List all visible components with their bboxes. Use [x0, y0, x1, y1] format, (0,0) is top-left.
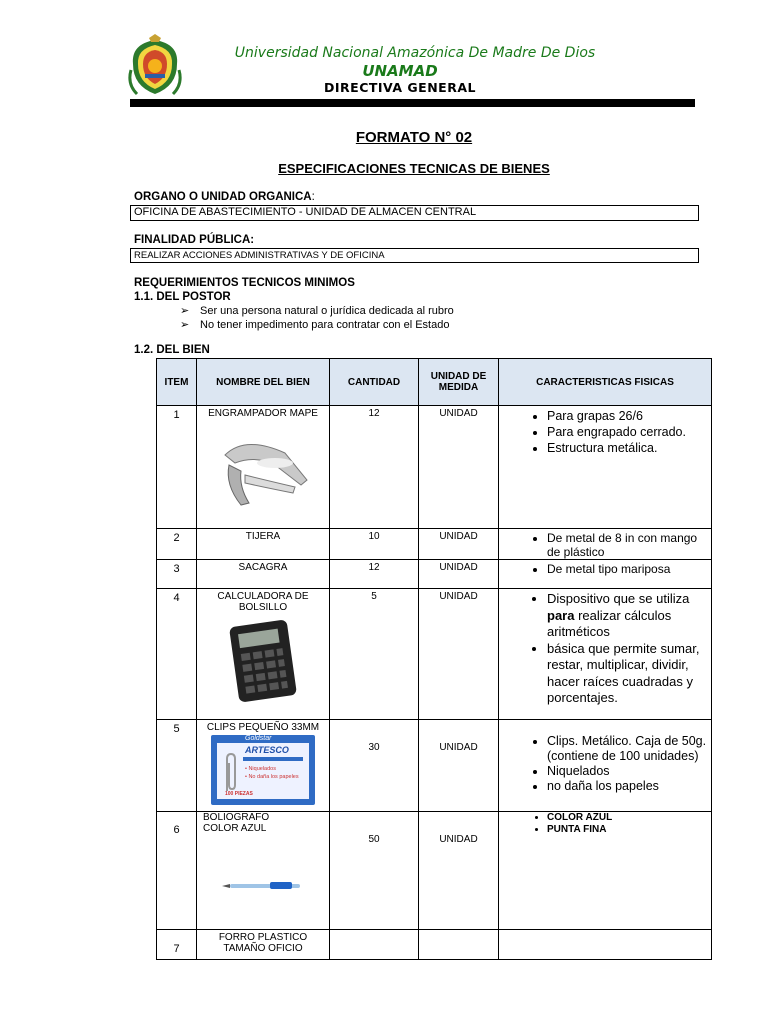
item-name-cell	[197, 720, 330, 812]
item-features	[499, 720, 712, 812]
item-unit: UNIDAD	[419, 589, 499, 720]
postor-item: ➢ Ser una persona natural o jurídica dedicada al rubro	[180, 305, 454, 317]
finalidad-label: FINALIDAD PÚBLICA:	[134, 234, 255, 246]
table-row	[157, 560, 712, 589]
feature-item: • De metal de 8 in con mango de plástico	[547, 531, 711, 559]
header-divider	[130, 99, 695, 107]
item-name: SACAGRA	[197, 560, 330, 589]
item-unit: UNIDAD	[419, 812, 499, 930]
paperclip-icon	[221, 751, 241, 795]
header-unit: UNIDAD DE MEDIDA	[419, 359, 499, 406]
item-number: 5	[157, 720, 197, 812]
document-subtitle: ESPECIFICACIONES TECNICAS DE BIENES	[278, 161, 550, 176]
clips-box-photo-icon	[211, 735, 315, 805]
directive-subtitle: DIRECTIVA GENERAL	[324, 80, 476, 95]
item-quantity: 10	[330, 529, 419, 560]
item-number: 3	[157, 560, 197, 589]
arrow-bullet-icon: ➢	[180, 319, 190, 331]
feature-item: • Dispositivo que se utiliza para realizar cálculos aritméticos	[547, 591, 711, 641]
feature-item: • Estructura metálica.	[547, 440, 711, 456]
item-features	[499, 529, 712, 560]
arrow-bullet-icon: ➢	[180, 305, 190, 317]
feature-item: • Niquelados	[547, 764, 711, 779]
item-name-cell	[197, 589, 330, 720]
item-name-cell	[197, 406, 330, 529]
university-abbreviation: UNAMAD	[362, 62, 438, 80]
item-number: 4	[157, 589, 197, 720]
item-number: 6	[157, 812, 197, 930]
postor-label: 1.1. DEL POSTOR	[134, 291, 231, 303]
item-quantity: 50	[330, 812, 419, 930]
item-unit	[419, 930, 499, 960]
item-quantity: 5	[330, 589, 419, 720]
university-seal-logo	[127, 34, 183, 100]
item-unit: UNIDAD	[419, 406, 499, 529]
item-quantity: 12	[330, 406, 419, 529]
table-header-row	[157, 359, 712, 406]
item-name: CALCULADORA DE BOLSILLO	[217, 591, 309, 613]
table-row	[157, 406, 712, 529]
item-number: 7	[157, 930, 197, 960]
item-number: 1	[157, 406, 197, 529]
item-name: TIJERA	[197, 529, 330, 560]
specifications-table	[156, 358, 712, 960]
feature-item: • PUNTA FINA	[547, 824, 711, 836]
table-row	[157, 720, 712, 812]
feature-item: • no daña los papeles	[547, 779, 711, 794]
table-row	[157, 930, 712, 960]
feature-item: • Clips. Metálico. Caja de 50g. (contiene de 100 unidades)	[547, 734, 711, 764]
item-name: ENGRAMPADOR MAPE	[208, 408, 318, 419]
feature-item: • básica que permite sumar, restar, multiplicar, dividir, hacer raíces cuadradas y porcentajes.	[547, 641, 711, 707]
item-features	[499, 812, 712, 930]
feature-item: • COLOR AZUL	[547, 812, 711, 824]
item-name-cell	[197, 812, 330, 930]
header-features: CARACTERISTICAS FISICAS	[499, 359, 712, 406]
clips-box-count: 100 PIEZAS	[225, 791, 253, 797]
bien-label: 1.2. DEL BIEN	[134, 344, 210, 356]
clips-box-line: • No daña los papeles	[245, 774, 299, 780]
postor-item: ➢ No tener impedimento para contratar con el Estado	[180, 319, 450, 331]
requerimientos-label: REQUERIMIENTOS TECNICOS MINIMOS	[134, 277, 355, 289]
item-features	[499, 930, 712, 960]
item-number: 2	[157, 529, 197, 560]
table-row	[157, 812, 712, 930]
item-quantity	[330, 930, 419, 960]
item-name: CLIPS PEQUEÑO 33MM	[206, 722, 320, 733]
pen-photo-icon	[216, 848, 316, 908]
item-quantity: 12	[330, 560, 419, 589]
item-features	[499, 560, 712, 589]
organo-value-box: OFICINA DE ABASTECIMIENTO - UNIDAD DE ALMACEN CENTRAL	[130, 205, 699, 221]
header-item: ITEM	[157, 359, 197, 406]
calculator-photo-icon	[228, 619, 298, 703]
clips-box-line: • Niquelados	[245, 766, 276, 772]
item-features	[499, 406, 712, 529]
stapler-photo-icon	[215, 425, 311, 515]
clips-box-top-text: Goldstar	[245, 735, 272, 742]
item-unit: UNIDAD	[419, 560, 499, 589]
table-row	[157, 529, 712, 560]
table-row	[157, 589, 712, 720]
item-name: FORRO PLASTICO TAMAÑO OFICIO	[197, 930, 330, 960]
item-features	[499, 589, 712, 720]
item-unit: UNIDAD	[419, 720, 499, 812]
header-quantity: CANTIDAD	[330, 359, 419, 406]
feature-item: • Para engrapado cerrado.	[547, 424, 711, 440]
item-quantity: 30	[330, 720, 419, 812]
item-name: BOLIOGRAFO COLOR AZUL	[203, 812, 270, 834]
organo-label: ORGANO O UNIDAD ORGANICA:	[134, 191, 315, 203]
feature-item: • De metal tipo mariposa	[547, 562, 711, 576]
clips-box-brand: ARTESCO	[245, 745, 289, 755]
header-name: NOMBRE DEL BIEN	[197, 359, 330, 406]
document-title: FORMATO N° 02	[355, 129, 473, 146]
item-unit: UNIDAD	[419, 529, 499, 560]
university-name: Universidad Nacional Amazónica De Madre De Dios	[234, 45, 596, 61]
feature-item: • Para grapas 26/6	[547, 408, 711, 424]
finalidad-value-box: REALIZAR ACCIONES ADMINISTRATIVAS Y DE OFICINA	[130, 248, 699, 263]
